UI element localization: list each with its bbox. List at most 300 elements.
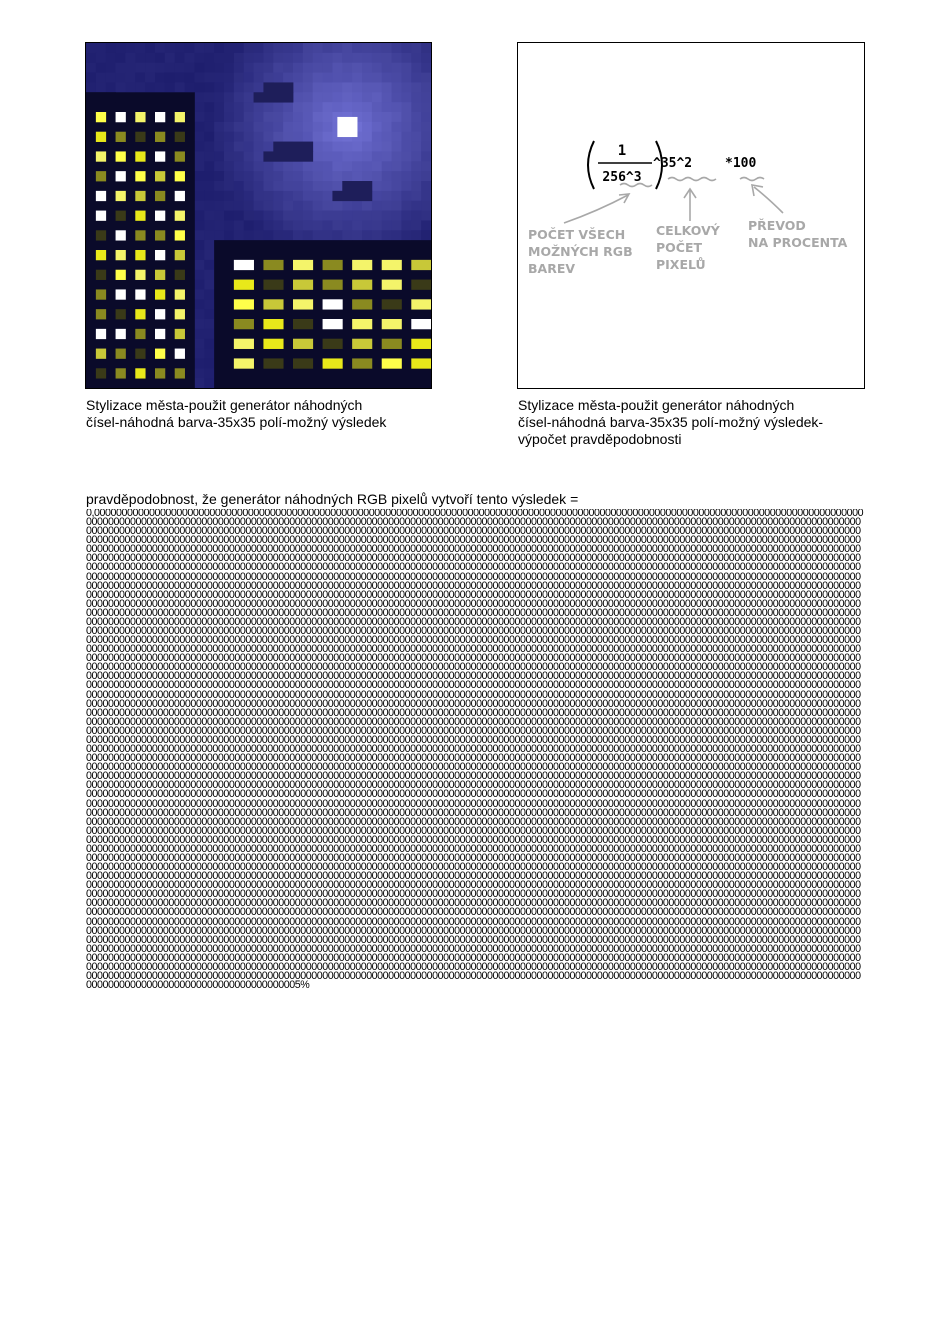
sky-pixel [135, 82, 145, 92]
window-pixel [382, 299, 402, 309]
sky-pixel [135, 63, 145, 73]
sky-pixel [96, 63, 106, 73]
sky-pixel [244, 161, 254, 171]
window-pixel [96, 151, 106, 161]
sky-pixel [175, 73, 185, 83]
sky-pixel [224, 122, 234, 132]
sky-pixel [86, 63, 96, 73]
sky-pixel [204, 181, 214, 191]
sky-pixel [234, 142, 244, 152]
sky-pixel [323, 201, 333, 211]
sky-pixel [352, 73, 362, 83]
sky-pixel [96, 73, 106, 83]
sky-pixel [244, 142, 254, 152]
sky-pixel [421, 53, 431, 63]
sky-pixel [204, 63, 214, 73]
sky-pixel [323, 53, 333, 63]
sky-pixel [214, 181, 224, 191]
sky-pixel [362, 53, 372, 63]
sky-pixel [303, 211, 313, 221]
sky-pixel [224, 161, 234, 171]
window-pixel [116, 349, 126, 359]
sky-pixel [372, 63, 382, 73]
sky-pixel [421, 220, 431, 230]
window-pixel [135, 112, 145, 122]
sky-pixel [401, 211, 411, 221]
sky-pixel [293, 122, 303, 132]
sky-pixel [323, 181, 333, 191]
window-pixel [234, 358, 254, 368]
sky-pixel [372, 161, 382, 171]
sky-pixel [194, 191, 204, 201]
sky-pixel [283, 63, 293, 73]
window-pixel [263, 358, 283, 368]
window-pixel [293, 299, 313, 309]
sky-pixel [214, 53, 224, 63]
sky-pixel [194, 43, 204, 53]
sky-pixel [214, 230, 224, 240]
sky-pixel [244, 43, 254, 53]
window-pixel [352, 260, 372, 270]
sky-pixel [372, 211, 382, 221]
window-pixel [96, 230, 106, 240]
sky-pixel [116, 63, 126, 73]
sky-pixel [86, 82, 96, 92]
sky-pixel [106, 73, 116, 83]
sky-pixel [175, 63, 185, 73]
sky-pixel [204, 132, 214, 142]
window-pixel [352, 319, 372, 329]
sky-pixel [214, 82, 224, 92]
sky-pixel [254, 53, 264, 63]
sky-pixel [293, 132, 303, 142]
sky-pixel [372, 132, 382, 142]
sky-pixel [392, 102, 402, 112]
sky-pixel [421, 73, 431, 83]
sky-pixel [382, 112, 392, 122]
sky-pixel [224, 92, 234, 102]
sky-pixel [293, 82, 303, 92]
sky-pixel [332, 53, 342, 63]
right-caption: Stylizace města-použit generátor náhodných čísel-náhodná barva-35x35 polí-možný výsledek- výpočet pravděpodobnosti [518, 397, 824, 447]
sky-pixel [293, 53, 303, 63]
sky-pixel [382, 102, 392, 112]
sky-pixel [244, 220, 254, 230]
sky-pixel [401, 73, 411, 83]
sky-pixel [244, 63, 254, 73]
squiggle-percent [740, 178, 764, 181]
sky-pixel [234, 112, 244, 122]
window-pixel [175, 250, 185, 260]
sky-pixel [234, 63, 244, 73]
window-pixel [135, 368, 145, 378]
sky-pixel [204, 299, 214, 309]
sky-pixel [244, 211, 254, 221]
cloud-pixel [263, 82, 293, 92]
window-pixel [155, 211, 165, 221]
sky-pixel [224, 151, 234, 161]
sky-pixel [352, 82, 362, 92]
sky-pixel [204, 280, 214, 290]
sky-pixel [303, 171, 313, 181]
sky-pixel [332, 73, 342, 83]
sky-pixel [303, 82, 313, 92]
sky-pixel [411, 53, 421, 63]
window-pixel [96, 211, 106, 221]
sky-pixel [234, 191, 244, 201]
sky-pixel [411, 82, 421, 92]
sky-pixel [382, 191, 392, 201]
window-pixel [135, 349, 145, 359]
sky-pixel [401, 171, 411, 181]
window-pixel [155, 250, 165, 260]
arrow-colors [564, 195, 628, 223]
sky-pixel [313, 73, 323, 83]
window-pixel [135, 211, 145, 221]
sky-pixel [125, 63, 135, 73]
sky-pixel [283, 211, 293, 221]
sky-pixel [204, 211, 214, 221]
sky-pixel [224, 211, 234, 221]
sky-pixel [411, 220, 421, 230]
sky-pixel [411, 161, 421, 171]
sky-pixel [283, 201, 293, 211]
sky-pixel [313, 151, 323, 161]
window-pixel [116, 230, 126, 240]
sky-pixel [342, 82, 352, 92]
sky-pixel [372, 92, 382, 102]
sky-pixel [86, 53, 96, 63]
sky-pixel [254, 211, 264, 221]
window-pixel [155, 112, 165, 122]
sky-pixel [342, 171, 352, 181]
sky-pixel [362, 201, 372, 211]
sky-pixel [214, 151, 224, 161]
sky-pixel [323, 102, 333, 112]
sky-pixel [224, 171, 234, 181]
sky-pixel [204, 368, 214, 378]
sky-pixel [194, 73, 204, 83]
window-pixel [155, 230, 165, 240]
sky-pixel [263, 63, 273, 73]
sky-pixel [224, 43, 234, 53]
sky-pixel [411, 102, 421, 112]
sky-pixel [283, 53, 293, 63]
sky-pixel [204, 122, 214, 132]
sky-pixel [244, 151, 254, 161]
window-pixel [175, 230, 185, 240]
sky-pixel [342, 201, 352, 211]
window-pixel [411, 299, 431, 309]
sky-pixel [273, 171, 283, 181]
sky-pixel [244, 102, 254, 112]
sky-pixel [204, 112, 214, 122]
sky-pixel [313, 161, 323, 171]
sky-pixel [254, 73, 264, 83]
sky-pixel [283, 181, 293, 191]
sky-pixel [332, 220, 342, 230]
sky-pixel [392, 151, 402, 161]
sky-pixel [165, 43, 175, 53]
sky-pixel [382, 142, 392, 152]
sky-pixel [194, 63, 204, 73]
sky-pixel [401, 53, 411, 63]
window-pixel [96, 309, 106, 319]
building-left-top [86, 92, 116, 102]
sky-pixel [362, 73, 372, 83]
window-pixel [96, 289, 106, 299]
sky-pixel [392, 112, 402, 122]
sky-pixel [204, 358, 214, 368]
window-pixel [323, 358, 343, 368]
sky-pixel [244, 181, 254, 191]
sky-pixel [185, 63, 195, 73]
sky-pixel [135, 43, 145, 53]
sky-pixel [382, 53, 392, 63]
label-pixels-2: POČET [656, 240, 703, 255]
sky-pixel [411, 122, 421, 132]
window-pixel [135, 270, 145, 280]
sky-pixel [421, 142, 431, 152]
sky-pixel [372, 201, 382, 211]
sky-pixel [254, 181, 264, 191]
sky-pixel [194, 299, 204, 309]
sky-pixel [263, 112, 273, 122]
sky-pixel [411, 142, 421, 152]
sky-pixel [254, 220, 264, 230]
cloud-pixel [273, 142, 313, 152]
sky-pixel [332, 171, 342, 181]
sky-pixel [362, 92, 372, 102]
window-pixel [352, 358, 372, 368]
sky-pixel [254, 161, 264, 171]
sky-pixel [254, 102, 264, 112]
sky-pixel [254, 151, 264, 161]
sky-pixel [244, 171, 254, 181]
sky-pixel [392, 142, 402, 152]
window-pixel [96, 349, 106, 359]
sky-pixel [224, 142, 234, 152]
sky-pixel [362, 151, 372, 161]
sky-pixel [313, 211, 323, 221]
sky-pixel [313, 132, 323, 142]
window-pixel [293, 339, 313, 349]
sky-pixel [352, 53, 362, 63]
sky-pixel [224, 112, 234, 122]
sky-pixel [293, 181, 303, 191]
window-pixel [96, 270, 106, 280]
sky-pixel [283, 220, 293, 230]
sky-pixel [342, 63, 352, 73]
sky-pixel [401, 132, 411, 142]
sky-pixel [194, 339, 204, 349]
formula-denominator: 256^3 [602, 170, 642, 185]
cloud-pixel [332, 191, 372, 201]
sky-pixel [234, 122, 244, 132]
sky-pixel [382, 82, 392, 92]
formula-multiplier: *100 [725, 156, 757, 171]
sky-pixel [224, 181, 234, 191]
window-pixel [293, 319, 313, 329]
sky-pixel [224, 220, 234, 230]
sky-pixel [194, 171, 204, 181]
cloud-pixel [254, 92, 294, 102]
sky-pixel [185, 43, 195, 53]
sky-pixel [204, 250, 214, 260]
sky-pixel [204, 161, 214, 171]
sky-pixel [411, 191, 421, 201]
window-pixel [135, 171, 145, 181]
sky-pixel [313, 43, 323, 53]
sky-pixel [332, 201, 342, 211]
sky-pixel [204, 378, 214, 388]
sky-pixel [214, 191, 224, 201]
sky-pixel [234, 43, 244, 53]
sky-pixel [392, 53, 402, 63]
sky-pixel [234, 132, 244, 142]
window-pixel [155, 289, 165, 299]
sky-pixel [372, 151, 382, 161]
sky-pixel [372, 73, 382, 83]
sky-pixel [303, 63, 313, 73]
sky-pixel [273, 112, 283, 122]
sky-pixel [303, 161, 313, 171]
sky-pixel [421, 92, 431, 102]
sky-pixel [194, 211, 204, 221]
formula-sketch [518, 43, 864, 388]
sky-pixel [382, 132, 392, 142]
sky-pixel [234, 53, 244, 63]
window-pixel [116, 112, 126, 122]
sky-pixel [372, 191, 382, 201]
sky-pixel [303, 53, 313, 63]
sky-pixel [283, 171, 293, 181]
sky-pixel [313, 102, 323, 112]
sky-pixel [125, 43, 135, 53]
sky-pixel [342, 230, 352, 240]
sky-pixel [116, 82, 126, 92]
sky-pixel [421, 211, 431, 221]
sky-pixel [362, 230, 372, 240]
sky-pixel [204, 270, 214, 280]
sky-pixel [421, 132, 431, 142]
window-pixel [116, 289, 126, 299]
sky-pixel [254, 82, 264, 92]
window-pixel [411, 319, 431, 329]
sky-pixel [421, 151, 431, 161]
sky-pixel [392, 73, 402, 83]
window-pixel [323, 260, 343, 270]
sky-pixel [392, 161, 402, 171]
sky-pixel [194, 102, 204, 112]
sky-pixel [332, 63, 342, 73]
sky-pixel [155, 53, 165, 63]
window-pixel [263, 299, 283, 309]
window-pixel [116, 329, 126, 339]
sky-pixel [234, 230, 244, 240]
sky-pixel [194, 112, 204, 122]
sky-pixel [254, 201, 264, 211]
cloud-pixel [342, 181, 372, 191]
sky-pixel [204, 201, 214, 211]
sky-pixel [293, 171, 303, 181]
sky-pixel [204, 260, 214, 270]
sky-pixel [352, 43, 362, 53]
sky-pixel [332, 102, 342, 112]
sky-pixel [106, 82, 116, 92]
window-pixel [96, 368, 106, 378]
window-pixel [175, 211, 185, 221]
window-pixel [116, 270, 126, 280]
sky-pixel [392, 82, 402, 92]
sky-pixel [263, 211, 273, 221]
sky-pixel [234, 102, 244, 112]
sky-pixel [214, 201, 224, 211]
label-colors-3: BAREV [528, 261, 576, 276]
window-pixel [116, 309, 126, 319]
sky-pixel [244, 82, 254, 92]
sky-pixel [352, 92, 362, 102]
sky-pixel [362, 171, 372, 181]
sky-pixel [165, 53, 175, 63]
window-pixel [96, 250, 106, 260]
window-pixel [411, 358, 431, 368]
sky-pixel [283, 43, 293, 53]
sky-pixel [323, 112, 333, 122]
sky-pixel [313, 92, 323, 102]
sky-pixel [313, 191, 323, 201]
window-pixel [323, 319, 343, 329]
sky-pixel [204, 339, 214, 349]
sky-pixel [224, 73, 234, 83]
sky-pixel [155, 43, 165, 53]
sky-pixel [175, 82, 185, 92]
sky-pixel [411, 43, 421, 53]
sky-pixel [362, 132, 372, 142]
sky-pixel [382, 161, 392, 171]
sky-pixel [421, 230, 431, 240]
sky-pixel [303, 230, 313, 240]
sky-pixel [382, 171, 392, 181]
window-pixel [155, 151, 165, 161]
sky-pixel [145, 63, 155, 73]
window-pixel [293, 260, 313, 270]
sky-pixel [254, 122, 264, 132]
sky-pixel [263, 132, 273, 142]
sky-pixel [273, 122, 283, 132]
sky-pixel [342, 92, 352, 102]
sky-pixel [411, 211, 421, 221]
sky-pixel [194, 132, 204, 142]
window-pixel [96, 112, 106, 122]
sky-pixel [352, 102, 362, 112]
sky-pixel [135, 53, 145, 63]
sky-pixel [224, 132, 234, 142]
sky-pixel [411, 181, 421, 191]
sky-pixel [303, 201, 313, 211]
sky-pixel [323, 132, 333, 142]
sky-pixel [303, 220, 313, 230]
sky-pixel [323, 142, 333, 152]
sky-pixel [342, 53, 352, 63]
window-pixel [175, 329, 185, 339]
sky-pixel [254, 43, 264, 53]
sky-pixel [411, 171, 421, 181]
sky-pixel [421, 43, 431, 53]
probability-heading: pravděpodobnost, že generátor náhodných RGB pixelů vytvoří tento výsledek = [86, 491, 579, 507]
sky-pixel [263, 191, 273, 201]
sky-pixel [313, 112, 323, 122]
